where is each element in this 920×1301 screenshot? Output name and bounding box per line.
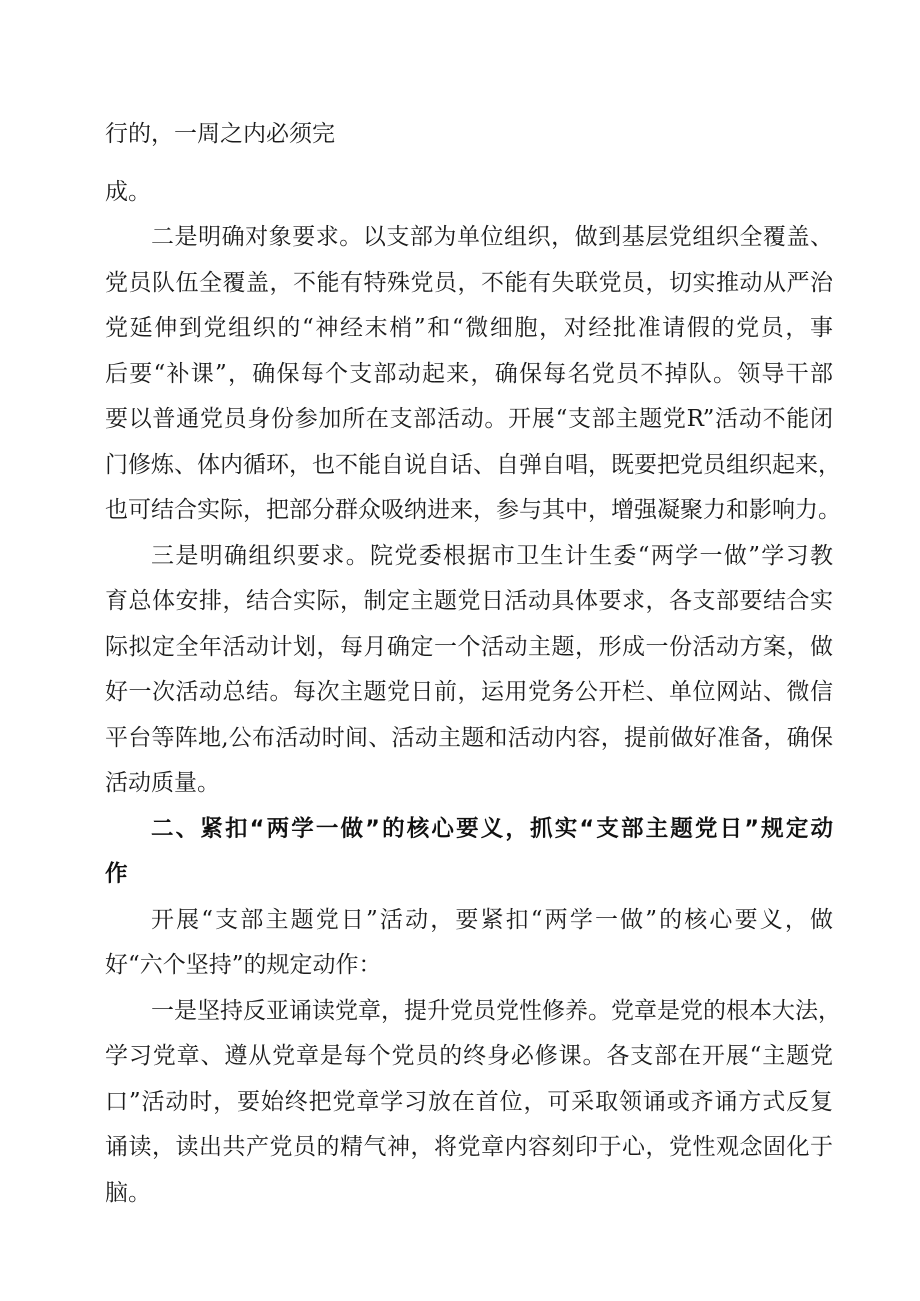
- paragraph-line: 行的，一周之内必须完: [105, 121, 335, 147]
- paragraph-line: 诵读，读出共产党员的精气神，将党章内容刻印于心，党性观念固化于: [105, 1134, 833, 1160]
- paragraph-line: 活动质量。: [105, 770, 220, 796]
- paragraph-line: 二是明确对象要求。以支部为单位组织，做到基层党组织全覆盖、: [151, 224, 833, 250]
- paragraph-line: 学习党章、遵从党章是每个党员的终身必修课。各支部在开展“主题党: [105, 1043, 833, 1069]
- paragraph-line: 平台等阵地,公布活动时间、活动主题和活动内容，提前做好准备，确保: [105, 724, 833, 751]
- paragraph-line: 成。: [105, 178, 151, 205]
- paragraph-line: 脑。: [105, 1179, 151, 1206]
- section-heading-line: 作: [105, 861, 128, 887]
- paragraph-line: 好“六个坚持”的规定动作：: [105, 952, 382, 978]
- paragraph-line: 开展“支部主题党日”活动，要紧扣“两学一做”的核心要义，做: [151, 906, 833, 933]
- paragraph-line: 也可结合实际，把部分群众吸纳进来，参与其中，增强凝聚力和影响力。: [105, 497, 841, 523]
- paragraph-line: 口”活动时，要始终把党章学习放在首位，可采取领诵或齐诵方式反复: [105, 1088, 833, 1115]
- paragraph-line: 党员队伍全覆盖，不能有特殊党员，不能有失联党员，切实推动从严治: [105, 269, 833, 296]
- paragraph-line: 党延伸到党组织的“神经末梢”和“微细胞，对经批准请假的党员，事: [105, 315, 833, 341]
- paragraph-line: 一是坚持反亚诵读党章，提升党员党性修养。党章是党的根本大法，: [151, 997, 841, 1024]
- paragraph-line: 好一次活动总结。每次主题党日前，运用党务公开栏、单位网站、微信: [105, 679, 833, 705]
- paragraph-line: 门修炼、体内循环，也不能自说自话、自弹自唱，既要把党员组织起来，: [105, 451, 841, 478]
- paragraph-line: 后要“补课”，确保每个支部动起来，确保每名党员不掉队。领导干部: [105, 360, 833, 387]
- section-heading-line: 二、紧扣“两学一做”的核心要义，抓实“支部主题党日”规定动: [151, 815, 833, 842]
- paragraph-line: 育总体安排，结合实际，制定主题党日活动具体要求，各支部要结合实: [105, 588, 833, 614]
- document-page: [105, 112, 841, 1216]
- paragraph-line: 三是明确组织要求。院党委根据市卫生计生委“两学一做”学习教: [151, 542, 833, 569]
- paragraph-line: 要以普通党员身份参加所在支部活动。开展“支部主题党R”活动不能闭: [105, 406, 833, 432]
- paragraph-line: 际拟定全年活动计划，每月确定一个活动主题，形成一份活动方案，做: [105, 633, 833, 660]
